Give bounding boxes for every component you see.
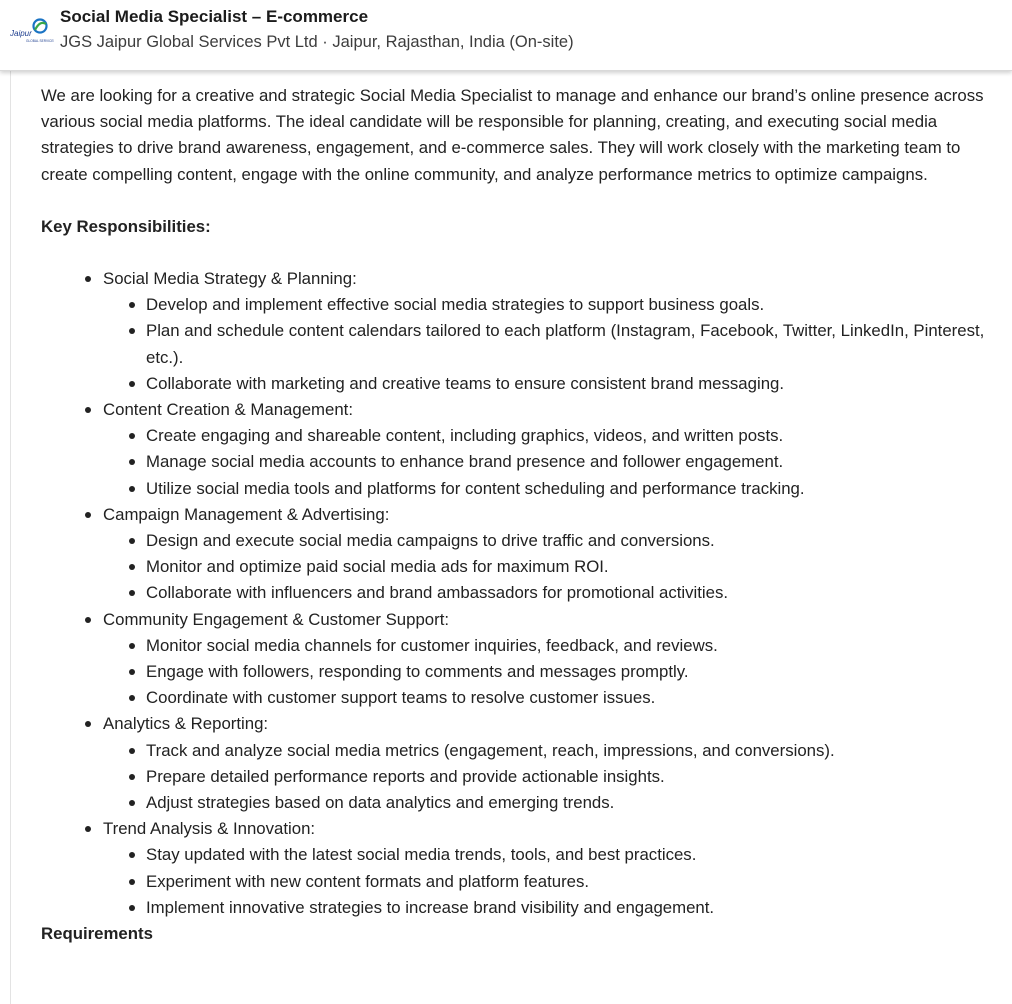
job-location: Jaipur, Rajasthan, India (On-site) bbox=[332, 33, 574, 51]
logo-swirl-icon bbox=[10, 18, 54, 46]
responsibility-item: Collaborate with marketing and creative teams to ensure consistent brand messaging. bbox=[103, 371, 996, 397]
responsibility-group bbox=[41, 816, 996, 921]
responsibility-items bbox=[103, 842, 996, 921]
logo-tagline: GLOBAL SERVICES bbox=[26, 39, 54, 43]
job-header bbox=[0, 0, 1012, 71]
responsibility-items bbox=[103, 738, 996, 817]
responsibilities-list bbox=[41, 266, 996, 921]
responsibility-items bbox=[103, 633, 996, 712]
responsibility-group bbox=[41, 397, 996, 502]
key-responsibilities-heading: Key Responsibilities: bbox=[41, 216, 211, 236]
company-name[interactable]: JGS Jaipur Global Services Pvt Ltd bbox=[60, 33, 318, 51]
responsibility-items bbox=[103, 292, 996, 397]
requirements-heading: Requirements bbox=[41, 924, 153, 944]
responsibility-item: Stay updated with the latest social media trends, tools, and best practices. bbox=[103, 842, 996, 868]
responsibility-item: Create engaging and shareable content, including graphics, videos, and written posts. bbox=[103, 423, 996, 449]
responsibility-item: Engage with followers, responding to comments and messages promptly. bbox=[103, 659, 996, 685]
responsibility-group bbox=[41, 607, 996, 712]
job-description bbox=[41, 83, 996, 947]
job-title[interactable]: Social Media Specialist – E-commerce bbox=[60, 7, 369, 26]
responsibility-item: Monitor social media channels for customer inquiries, feedback, and reviews. bbox=[103, 633, 996, 659]
responsibility-items bbox=[103, 423, 996, 502]
responsibility-item: Track and analyze social media metrics (engagement, reach, impressions, and conversions). bbox=[103, 738, 996, 764]
responsibility-group bbox=[41, 266, 996, 397]
company-logo[interactable] bbox=[10, 18, 54, 46]
responsibility-item: Monitor and optimize paid social media ads for maximum ROI. bbox=[103, 554, 996, 580]
responsibility-item: Experiment with new content formats and platform features. bbox=[103, 869, 996, 895]
responsibility-items bbox=[103, 528, 996, 607]
responsibility-item: Implement innovative strategies to increase brand visibility and engagement. bbox=[103, 895, 996, 921]
responsibility-group-title: Community Engagement & Customer Support: bbox=[103, 609, 450, 629]
responsibility-group-title: Social Media Strategy & Planning: bbox=[103, 269, 357, 289]
responsibility-group-title: Analytics & Reporting: bbox=[103, 714, 269, 734]
responsibility-group bbox=[41, 502, 996, 607]
responsibility-item: Develop and implement effective social media strategies to support business goals. bbox=[103, 292, 996, 318]
responsibility-group-title: Trend Analysis & Innovation: bbox=[103, 819, 316, 839]
responsibility-group-title: Campaign Management & Advertising: bbox=[103, 504, 390, 524]
responsibility-item: Collaborate with influencers and brand ambassadors for promotional activities. bbox=[103, 580, 996, 606]
responsibility-item: Plan and schedule content calendars tailored to each platform (Instagram, Facebook, Twitter, LinkedIn, Pinterest, etc.). bbox=[103, 318, 996, 370]
responsibility-group-title: Content Creation & Management: bbox=[103, 400, 353, 420]
responsibility-item: Manage social media accounts to enhance brand presence and follower engagement. bbox=[103, 449, 996, 475]
logo-wordmark: Jaipur bbox=[10, 29, 32, 38]
responsibility-group bbox=[41, 711, 996, 816]
description-intro: We are looking for a creative and strategic Social Media Specialist to manage and enhance our brand’s online presence across various social media platforms. The ideal candidate will be responsible for planning, creating, and executing social media strategies to drive brand awareness, engagement, and e-commerce sales. They will work closely with the marketing team to create compelling content, engage with the online community, and analyze performance metrics to optimize campaigns. bbox=[41, 86, 984, 184]
job-subtitle bbox=[60, 33, 574, 52]
responsibility-item: Prepare detailed performance reports and provide actionable insights. bbox=[103, 764, 996, 790]
subtitle-separator: · bbox=[317, 33, 333, 51]
responsibility-item: Utilize social media tools and platforms for content scheduling and performance tracking. bbox=[103, 476, 996, 502]
responsibility-item: Adjust strategies based on data analytics and emerging trends. bbox=[103, 790, 996, 816]
content-left-border bbox=[10, 70, 11, 1004]
responsibility-item: Design and execute social media campaigns to drive traffic and conversions. bbox=[103, 528, 996, 554]
responsibility-item: Coordinate with customer support teams to resolve customer issues. bbox=[103, 685, 996, 711]
